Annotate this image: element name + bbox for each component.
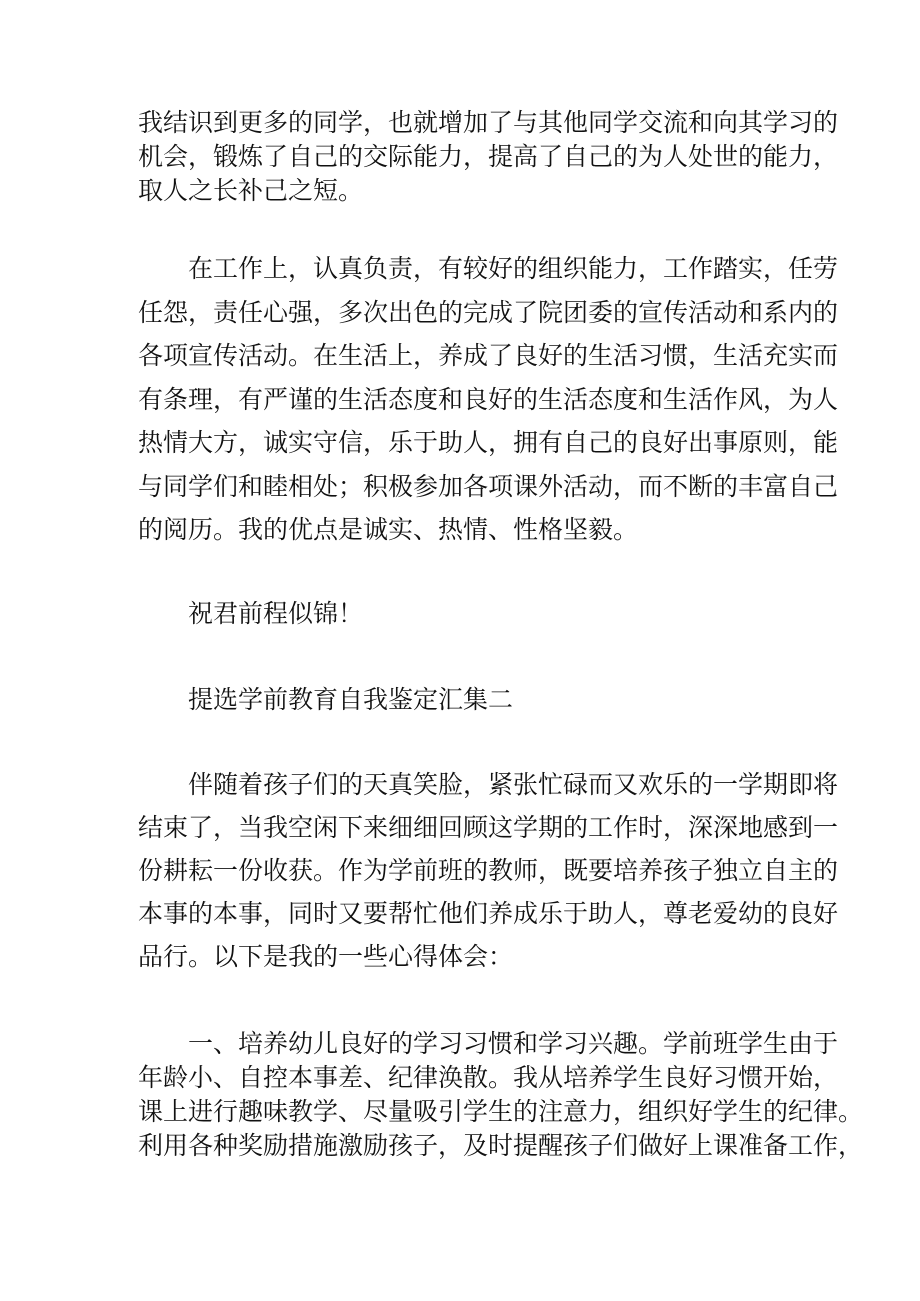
paragraph-1 bbox=[138, 106, 838, 208]
text-line: 的阅历。我的优点是诚实、热情、性格坚毅。 bbox=[138, 515, 639, 544]
text-line: 祝君前程似锦！ bbox=[138, 599, 364, 628]
paragraph-6 bbox=[138, 1027, 863, 1163]
text-line: 提选学前教育自我鉴定汇集二 bbox=[138, 685, 514, 714]
text-line: 热情大方，诚实守信，乐于助人，拥有自己的良好出事原则，能 bbox=[138, 428, 839, 457]
text-line: 有条理，有严谨的生活态度和良好的生活态度和生活作风，为人 bbox=[138, 384, 839, 414]
text-line: 伴随着孩子们的天真笑脸，紧张忙碌而又欢乐的一学期即将 bbox=[138, 770, 839, 799]
paragraph-3 bbox=[138, 594, 363, 634]
text-line: 份耕耘一份收获。作为学前班的教师，既要培养孩子独立自主的 bbox=[138, 856, 839, 885]
paragraph-5 bbox=[138, 763, 838, 978]
text-line: 机会，锻炼了自己的交际能力，提高了自己的为人处世的能力， bbox=[138, 142, 839, 171]
text-line: 取人之长补己之短。 bbox=[138, 176, 364, 205]
text-line: 任怨，责任心强，多次出色的完成了院团委的宣传活动和系内的 bbox=[138, 297, 839, 327]
text-line: 利用各种奖励措施激励孩子，及时提醒孩子们做好上课准备工作， bbox=[138, 1131, 864, 1160]
text-line: 年龄小、自控本事差、纪律涣散。我从培养学生良好习惯开始， bbox=[138, 1063, 839, 1092]
text-line: 我结识到更多的同学，也就增加了与其他同学交流和向其学习的 bbox=[138, 108, 839, 137]
text-line: 一、培养幼儿良好的学习习惯和学习兴趣。学前班学生由于 bbox=[138, 1029, 839, 1058]
text-line: 结束了，当我空闲下来细细回顾这学期的工作时，深深地感到一 bbox=[138, 813, 839, 842]
text-line: 在工作上，认真负责，有较好的组织能力，工作踏实，任劳 bbox=[138, 254, 839, 283]
section-heading bbox=[138, 680, 513, 720]
paragraph-2 bbox=[138, 247, 838, 552]
text-line: 本事的本事，同时又要帮忙他们养成乐于助人，尊老爱幼的良好 bbox=[138, 899, 839, 928]
text-line: 与同学们和睦相处；积极参加各项课外活动，而不断的丰富自己 bbox=[138, 471, 839, 501]
text-line: 课上进行趣味教学、尽量吸引学生的注意力，组织好学生的纪律。 bbox=[138, 1097, 864, 1126]
text-line: 各项宣传活动。在生活上，养成了良好的生活习惯，生活充实而 bbox=[138, 341, 839, 370]
text-line: 品行。以下是我的一些心得体会： bbox=[138, 942, 514, 971]
